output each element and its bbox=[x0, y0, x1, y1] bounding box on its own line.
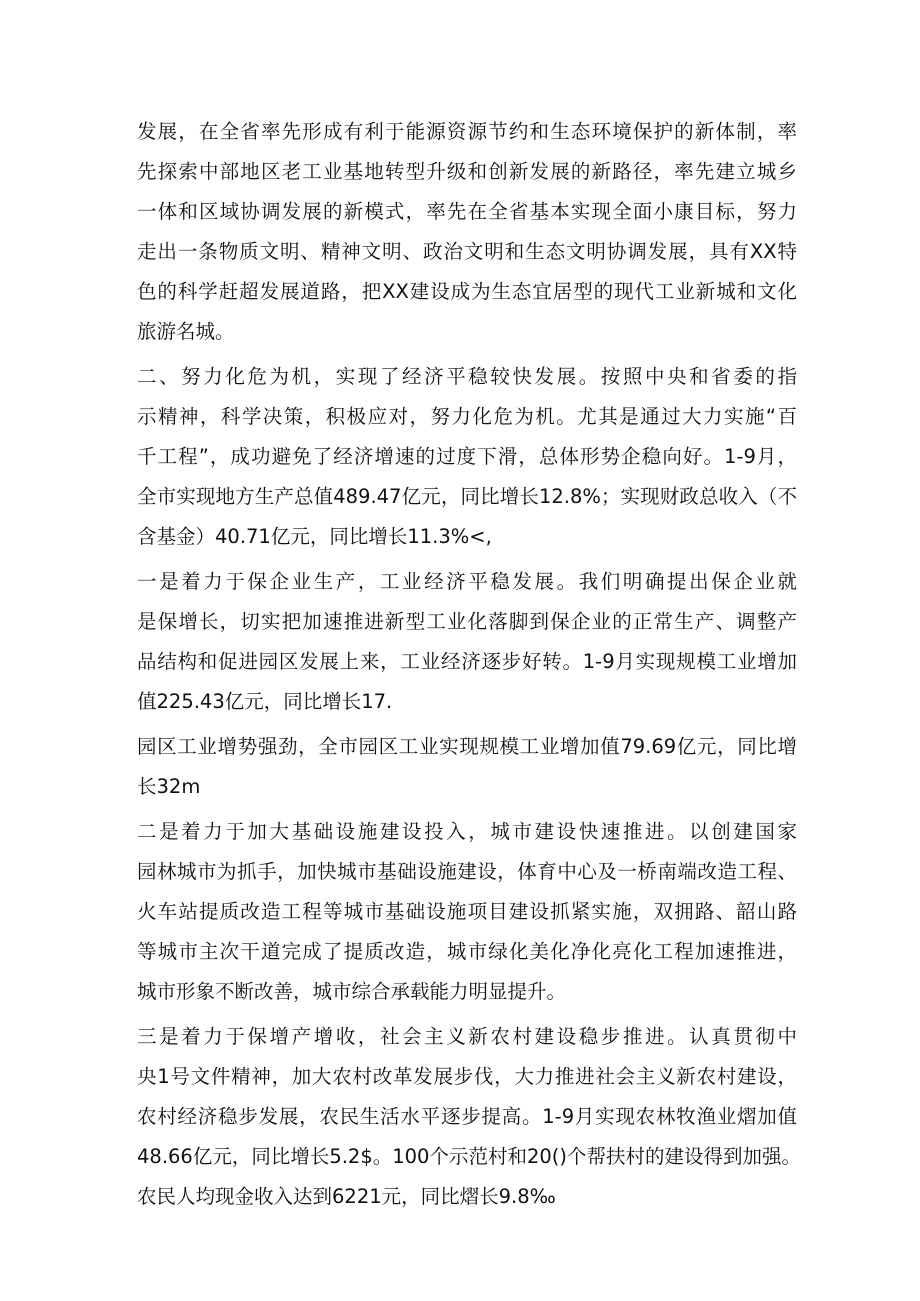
text-line: 先探索中部地区老工业基地转型升级和创新发展的新路径，率先建立城乡 bbox=[137, 160, 797, 183]
text-line: 园区工业增势强劲，全市园区工业实现规模工业增加值79.69亿元，同比增 bbox=[137, 735, 797, 758]
text-line: 示精神，科学决策，积极应对，努力化危为机。尤其是通过大力实施“百 bbox=[137, 405, 797, 428]
paragraph bbox=[137, 1017, 801, 1217]
text-line: 央1号文件精神，加大农村改革发展步伐，大力推进社会主义新农村建设， bbox=[137, 1065, 797, 1088]
text-line: 走出一条物质文明、精神文明、政治文明和生态文明协调发展，具有XX特 bbox=[137, 240, 797, 263]
paragraph bbox=[137, 112, 797, 352]
text-line: 值225.43亿元，同比增长17. bbox=[137, 690, 393, 713]
text-line: 二、努力化危为机，实现了经济平稳较快发展。按照中央和省委的指 bbox=[137, 365, 797, 388]
text-line: 一是着力于保企业生产，工业经济平稳发展。我们明确提出保企业就 bbox=[137, 570, 797, 593]
text-line: 全市实现地方生产总值489.47亿元，同比增长12.8%；实现财政总收入（不 bbox=[137, 485, 797, 508]
text-line: 火车站提质改造工程等城市基础设施项目建设抓紧实施，双拥路、韶山路 bbox=[137, 900, 797, 923]
text-line: 农村经济稳步发展，农民生活水平逐步提高。1-9月实现农林牧渔业熠加值 bbox=[137, 1105, 797, 1128]
paragraph bbox=[137, 562, 797, 722]
text-line: 农民人均现金收入达到6221元，同比熠长9.8‰ bbox=[137, 1185, 556, 1208]
text-line: 城市形象不断改善，城市综合承载能力明显提升。 bbox=[137, 980, 567, 1003]
text-line: 二是着力于加大基础设施建设投入，城市建设快速推进。以创建国家 bbox=[137, 820, 797, 843]
paragraph bbox=[137, 812, 797, 1012]
text-line: 品结构和促进园区发展上来，工业经济逐步好转。1-9月实现规模工业增加 bbox=[137, 650, 797, 673]
document-body bbox=[137, 112, 801, 1222]
text-line: 是保增长，切实把加速推进新型工业化落脚到保企业的正常生产、调整产 bbox=[137, 610, 797, 633]
text-line: 含基金）40.71亿元，同比增长11.3%<, bbox=[137, 525, 492, 548]
text-line: 发展，在全省率先形成有利于能源资源节约和生态环境保护的新体制，率 bbox=[137, 120, 797, 143]
text-line: 园林城市为抓手，加快城市基础设施建设，体育中心及一桥南端改造工程、 bbox=[137, 860, 797, 883]
text-line: 三是着力于保增产增收，社会主义新农村建设稳步推进。认真贯彻中 bbox=[137, 1025, 797, 1048]
text-line: 千工程”，成功避免了经济增速的过度下滑，总体形势企稳向好。1-9月， bbox=[137, 445, 797, 468]
text-line: 旅游名城。 bbox=[137, 320, 235, 343]
paragraph bbox=[137, 727, 797, 807]
paragraph bbox=[137, 357, 797, 557]
text-line: 一体和区域协调发展的新模式，率先在全省基本实现全面小康目标，努力 bbox=[137, 200, 797, 223]
text-line: 等城市主次干道完成了提质改造，城市绿化美化净化亮化工程加速推进， bbox=[137, 940, 797, 963]
text-line: 色的科学赶超发展道路，把XX建设成为生态宜居型的现代工业新城和文化 bbox=[137, 280, 797, 303]
text-line: 48.66亿元，同比增长5.2$。100个示范村和20()个帮扶村的建设得到加强。 bbox=[137, 1145, 801, 1168]
text-line: 长32m bbox=[137, 775, 201, 798]
